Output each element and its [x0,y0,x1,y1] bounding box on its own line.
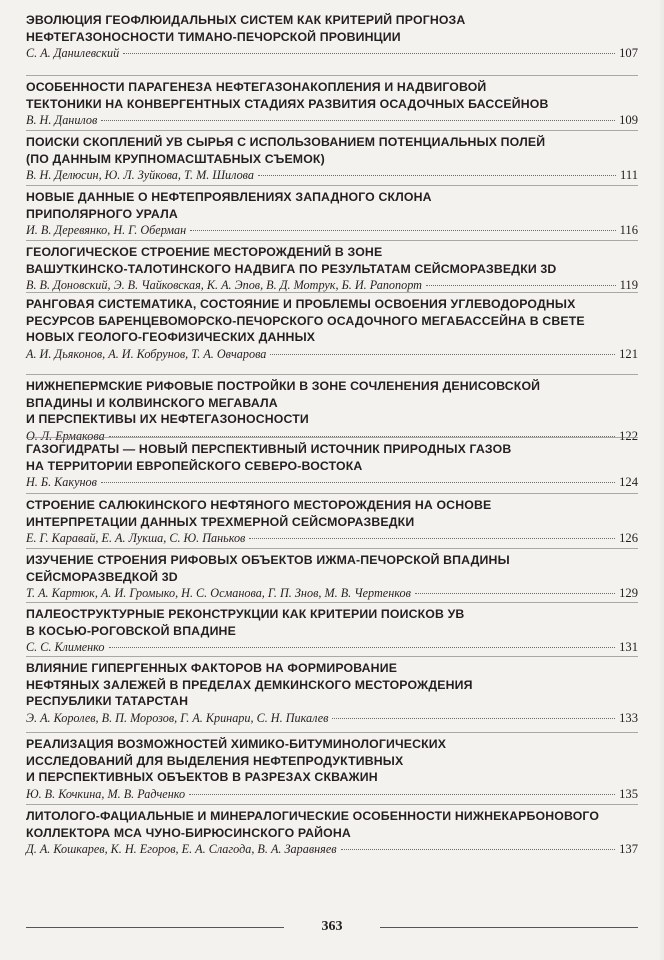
entry-title-line: ВПАДИНЫ И КОЛВИНСКОГО МЕГАВАЛА [26,395,278,410]
footer-rule-right [380,927,638,928]
entry-title-line: И ПЕРСПЕКТИВЫ ИХ НЕФТЕГАЗОНОСНОСТИ [26,412,309,426]
dot-leader [249,538,615,539]
entry-byline [26,46,638,61]
entry-page-number: 109 [619,113,638,127]
entry-page-number: 107 [619,46,638,60]
entry-page-number: 135 [619,786,638,801]
entry-separator [26,493,638,494]
entry-separator [26,185,638,186]
toc-entry [26,296,638,362]
entry-title-line: ЭВОЛЮЦИЯ ГЕОФЛЮИДАЛЬНЫХ СИСТЕМ КАК КРИТЕРИЙ ПРОГНОЗА [26,13,466,27]
entry-byline [26,278,638,293]
entry-title-line: В КОСЬЮ-РОГОВСКОЙ ВПАДИНЕ [26,623,236,638]
entry-title-line: ИЗУЧЕНИЕ СТРОЕНИЯ РИФОВЫХ ОБЪЕКТОВ ИЖМА-ПЕЧОРСКОЙ ВПАДИНЫ [26,553,510,567]
dot-leader [109,647,616,648]
toc-entry [26,12,638,61]
entry-authors: Д. А. Кошкарев, К. Н. Егоров, Е. А. Слагода, В. А. Заравняев [26,842,337,856]
entry-authors: В. В. Доновский, Э. В. Чайковская, К. А. Эпов, В. Д. Мотрук, Б. И. Рапопорт [26,278,422,292]
entry-byline [26,347,638,362]
dot-leader [415,593,615,594]
entry-title-line: ВАШУТКИНСКО-ТАЛОТИНСКОГО НАДВИГА ПО РЕЗУЛЬТАТАМ СЕЙСМОРАЗВЕДКИ 3D [26,261,557,276]
entry-title [26,134,638,167]
entry-byline [26,842,638,857]
entry-title-line: НЕФТЕГАЗОНОСНОСТИ ТИМАНО-ПЕЧОРСКОЙ ПРОВИНЦИИ [26,29,401,44]
entry-separator [26,656,638,657]
entry-page-number: 126 [619,531,638,545]
entry-title-line: НЕФТЯНЫХ ЗАЛЕЖЕЙ В ПРЕДЕЛАХ ДЕМКИНСКОГО МЕСТОРОЖДЕНИЯ [26,677,473,692]
entry-title-line: ВЛИЯНИЕ ГИПЕРГЕННЫХ ФАКТОРОВ НА ФОРМИРОВАНИЕ [26,661,398,675]
dot-leader [426,285,616,286]
entry-title-line: НИЖНЕПЕРМСКИЕ РИФОВЫЕ ПОСТРОЙКИ В ЗОНЕ СОЧЛЕНЕНИЯ ДЕНИСОВСКОЙ [26,379,541,393]
entry-byline [26,586,638,601]
entry-title-line: ИНТЕРПРЕТАЦИИ ДАННЫХ ТРЕХМЕРНОЙ СЕЙСМОРАЗВЕДКИ [26,514,415,529]
entry-title-line: И ПЕРСПЕКТИВНЫХ ОБЪЕКТОВ В РАЗРЕЗАХ СКВАЖИН [26,770,378,784]
entry-title-line: ПОИСКИ СКОПЛЕНИЙ УВ СЫРЬЯ С ИСПОЛЬЗОВАНИЕМ ПОТЕНЦИАЛЬНЫХ ПОЛЕЙ [26,135,546,149]
toc-entry [26,808,638,857]
entry-separator [26,732,638,733]
dot-leader [258,175,616,176]
entry-page-number: 111 [620,168,638,182]
entry-byline [26,531,638,546]
entry-title-line: СЕЙСМОРАЗВЕДКОЙ 3D [26,569,178,584]
entry-authors: А. И. Дьяконов, А. И. Кобрунов, Т. А. Овчарова [26,346,267,361]
entry-title [26,79,638,112]
entry-separator [26,130,638,131]
entry-title-line: ЛИТОЛОГО-ФАЦИАЛЬНЫЕ И МИНЕРАЛОГИЧЕСКИЕ ОСОБЕННОСТИ НИЖНЕКАРБОНОВОГО [26,809,600,823]
entry-page-number: 124 [619,475,638,489]
entry-title-line: НОВЫХ ГЕОЛОГО-ГЕОФИЗИЧЕСКИХ ДАННЫХ [26,330,316,344]
entry-title-line: РАНГОВАЯ СИСТЕМАТИКА, СОСТОЯНИЕ И ПРОБЛЕМЫ ОСВОЕНИЯ УГЛЕВОДОРОДНЫХ [26,297,576,311]
entry-byline [26,640,638,655]
entry-separator [26,374,638,375]
entry-title-line: НОВЫЕ ДАННЫЕ О НЕФТЕПРОЯВЛЕНИЯХ ЗАПАДНОГО СКЛОНА [26,190,432,204]
entry-separator [26,602,638,603]
entry-title [26,378,638,428]
entry-page-number: 122 [619,428,638,443]
entry-byline [26,113,638,128]
entry-byline [26,475,638,490]
dot-leader [270,354,615,355]
entry-title [26,12,638,45]
entry-title-line: ИССЛЕДОВАНИЙ ДЛЯ ВЫДЕЛЕНИЯ НЕФТЕПРОДУКТИВНЫХ [26,753,404,768]
entry-page-number: 131 [619,640,638,654]
toc-entry [26,606,638,655]
entry-title [26,552,638,585]
entry-title [26,497,638,530]
entry-page-number: 129 [619,586,638,600]
entry-title-line: ОСОБЕННОСТИ ПАРАГЕНЕЗА НЕФТЕГАЗОНАКОПЛЕНИЯ И НАДВИГОВОЙ [26,80,487,94]
dot-leader [341,849,616,850]
entry-separator [26,548,638,549]
toc-entry [26,660,638,726]
entry-title-line: ГАЗОГИДРАТЫ — НОВЫЙ ПЕРСПЕКТИВНЫЙ ИСТОЧНИК ПРИРОДНЫХ ГАЗОВ [26,442,512,456]
entry-authors: С. С. Клименко [26,640,105,654]
toc-entry [26,189,638,238]
dot-leader [332,718,615,719]
entry-title-line: (ПО ДАННЫМ КРУПНОМАСШТАБНЫХ СЪЕМОК) [26,151,325,166]
entry-authors: И. В. Деревянко, Н. Г. Оберман [26,223,187,237]
page-edge-shadow [658,0,664,960]
dot-leader [189,794,615,795]
toc-entry [26,134,638,183]
entry-authors: С. А. Данилевский [26,46,120,60]
entry-separator [26,804,638,805]
dot-leader [101,482,615,483]
toc-entry [26,441,638,490]
entry-page-number: 116 [619,223,638,237]
entry-byline [26,787,638,802]
entry-byline [26,223,638,238]
entry-page-number: 121 [619,346,638,361]
entry-title [26,244,638,277]
entry-authors: Ю. В. Кочкина, М. В. Радченко [26,786,186,801]
entry-authors: Т. А. Картюк, А. И. Громыко, Н. С. Османова, Г. П. Знов, М. В. Чертенков [26,586,411,600]
entry-separator [26,240,638,241]
toc-entry [26,736,638,802]
entry-title-line: РЕАЛИЗАЦИЯ ВОЗМОЖНОСТЕЙ ХИМИКО-БИТУМИНОЛОГИЧЕСКИХ [26,737,447,751]
entry-authors: В. Н. Данилов [26,113,98,127]
entry-separator [26,292,638,293]
entry-authors: О. Л. Ермакова [26,428,105,443]
toc-entry [26,79,638,128]
entry-page-number: 119 [619,278,638,292]
entry-page-number: 133 [619,710,638,725]
entry-title [26,189,638,222]
entry-title [26,441,638,474]
entry-byline [26,168,638,183]
entry-title-line: РЕСПУБЛИКИ ТАТАРСТАН [26,694,189,708]
entry-title [26,660,638,710]
entry-authors: Е. Г. Каравай, Е. А. Лукша, С. Ю. Паньков [26,531,246,545]
toc-entry [26,244,638,293]
entry-title [26,606,638,639]
entry-separator [26,75,638,76]
page-number: 363 [321,919,343,934]
entry-title [26,808,638,841]
toc-entry [26,552,638,601]
entry-separator [26,437,638,438]
dot-leader [101,120,615,121]
entry-authors: Э. А. Королев, В. П. Морозов, Г. А. Кринари, С. Н. Пикалев [26,710,329,725]
toc-entry [26,378,638,444]
page-footer [26,916,638,940]
entry-title-line: ТЕКТОНИКИ НА КОНВЕРГЕНТНЫХ СТАДИЯХ РАЗВИТИЯ ОСАДОЧНЫХ БАССЕЙНОВ [26,96,549,111]
dot-leader [123,53,615,54]
entry-title-line: ПРИПОЛЯРНОГО УРАЛА [26,206,178,221]
entry-title-line: ГЕОЛОГИЧЕСКОЕ СТРОЕНИЕ МЕСТОРОЖДЕНИЙ В ЗОНЕ [26,245,383,259]
entry-page-number: 137 [619,842,638,856]
entry-title [26,736,638,786]
entry-title-line: РЕСУРСОВ БАРЕНЦЕВОМОРСКО-ПЕЧОРСКОГО ОСАДОЧНОГО МЕГАБАССЕЙНА В СВЕТЕ [26,313,585,328]
entry-title-line: ПАЛЕОСТРУКТУРНЫЕ РЕКОНСТРУКЦИИ КАК КРИТЕРИИ ПОИСКОВ УВ [26,607,465,621]
entry-byline [26,711,638,726]
entry-title [26,296,638,346]
entry-title-line: КОЛЛЕКТОРА МСА ЧУНО-БИРЮСИНСКОГО РАЙОНА [26,825,351,840]
entry-title-line: НА ТЕРРИТОРИИ ЕВРОПЕЙСКОГО СЕВЕРО-ВОСТОКА [26,458,363,473]
entry-authors: В. Н. Делюсин, Ю. Л. Зуйкова, Т. М. Шилова [26,168,254,182]
entry-title-line: СТРОЕНИЕ САЛЮКИНСКОГО НЕФТЯНОГО МЕСТОРОЖДЕНИЯ НА ОСНОВЕ [26,498,492,512]
toc-entry [26,497,638,546]
dot-leader [190,230,615,231]
entry-authors: Н. Б. Какунов [26,475,97,489]
